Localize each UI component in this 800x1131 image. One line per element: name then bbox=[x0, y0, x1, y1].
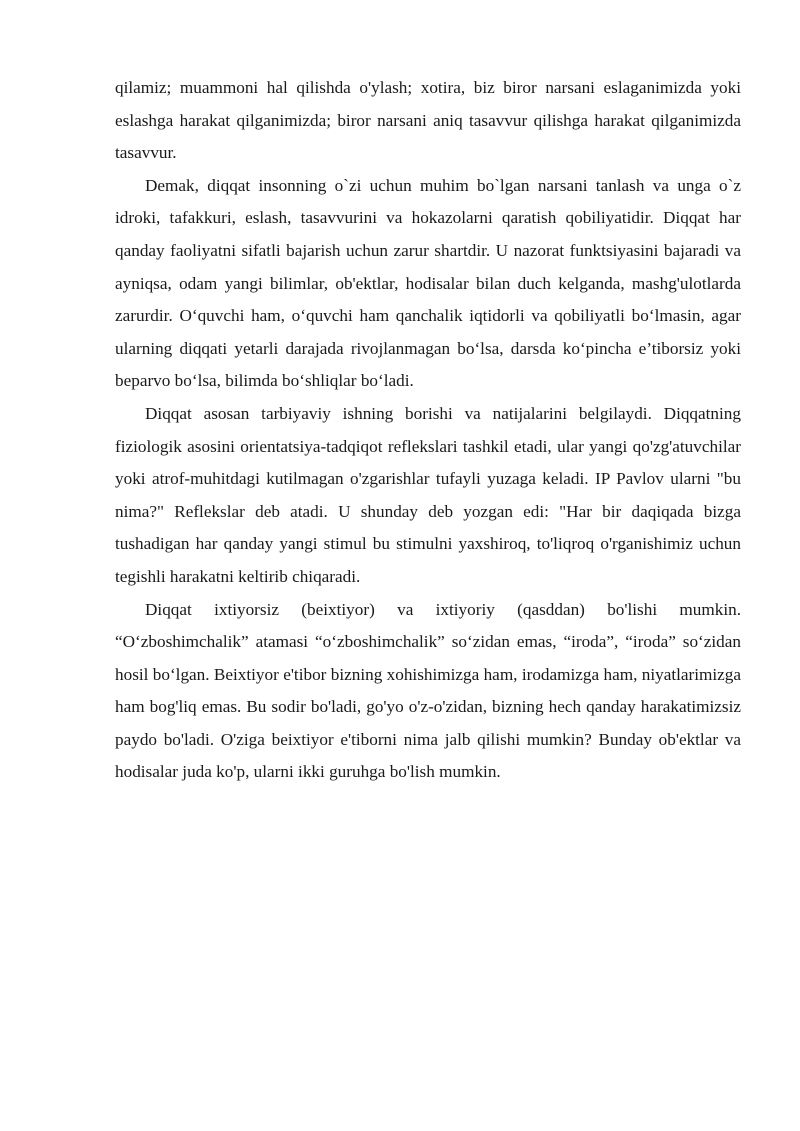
paragraph-2: Demak, diqqat insonning o`zi uchun muhim bo`lgan narsani tanlash va unga o`z idroki, tafakkuri, eslash, tasavvurini va hokazolarni qaratish qobiliyatidir. Diqqat har qanday faoliyatni sifatli bajarish uchun zarur shartdir. U nazorat funktsiyasini bajaradi va ayniqsa, odam yangi bilimlar, ob'ektlar, hodisalar bilan duch kelganda, mashg'ulotlarda zarurdir. O‘quvchi ham, o‘quvchi ham qanchalik iqtidorli va qobiliyatli bo‘lmasin, agar ularning diqqati yetarli darajada rivojlanmagan bo‘lsa, darsda ko‘pincha e’tiborsiz yoki beparvo bo‘lsa, bilimda bo‘shliqlar bo‘ladi. bbox=[115, 175, 741, 391]
document-page bbox=[115, 72, 741, 789]
paragraph-4: Diqqat ixtiyorsiz (beixtiyor) va ixtiyoriy (qasddan) bo'lishi mumkin. “O‘zboshimchalik” atamasi “o‘zboshimchalik” so‘zidan emas, “iroda”, “iroda” so‘zidan hosil bo‘lgan. Beixtiyor e'tibor bizning xohishimizga ham, irodamizga ham, niyatlarimizga ham bog'liq emas. Bu sodir bo'ladi, go'yo o'z-o'zidan, bizning hech qanday harakatimizsiz paydo bo'ladi. O'ziga beixtiyor e'tiborni nima jalb qilishi mumkin? Bunday ob'ektlar va hodisalar juda ko'p, ularni ikki guruhga bo'lish mumkin. bbox=[115, 599, 741, 782]
paragraph-1: qilamiz; muammoni hal qilishda o'ylash; xotira, biz biror narsani eslaganimizda yoki eslashga harakat qilganimizda; biror narsani aniq tasavvur qilishga harakat qilganimizda tasavvur. bbox=[115, 78, 741, 163]
paragraph-3: Diqqat asosan tarbiyaviy ishning borishi va natijalarini belgilaydi. Diqqatning fiziologik asosini orientatsiya-tadqiqot reflekslari tashkil etadi, ular yangi qo'zg'atuvchilar yoki atrof-muhitdagi kutilmagan o'zgarishlar tufayli yuzaga keladi. IP Pavlov ularni "bu nima?" Reflekslar deb atadi. U shunday deb yozgan edi: "Har bir daqiqada bizga tushadigan har qanday yangi stimul bu stimulni yaxshiroq, to'liqroq o'rganishimiz uchun tegishli harakatni keltirib chiqaradi. bbox=[115, 403, 741, 586]
